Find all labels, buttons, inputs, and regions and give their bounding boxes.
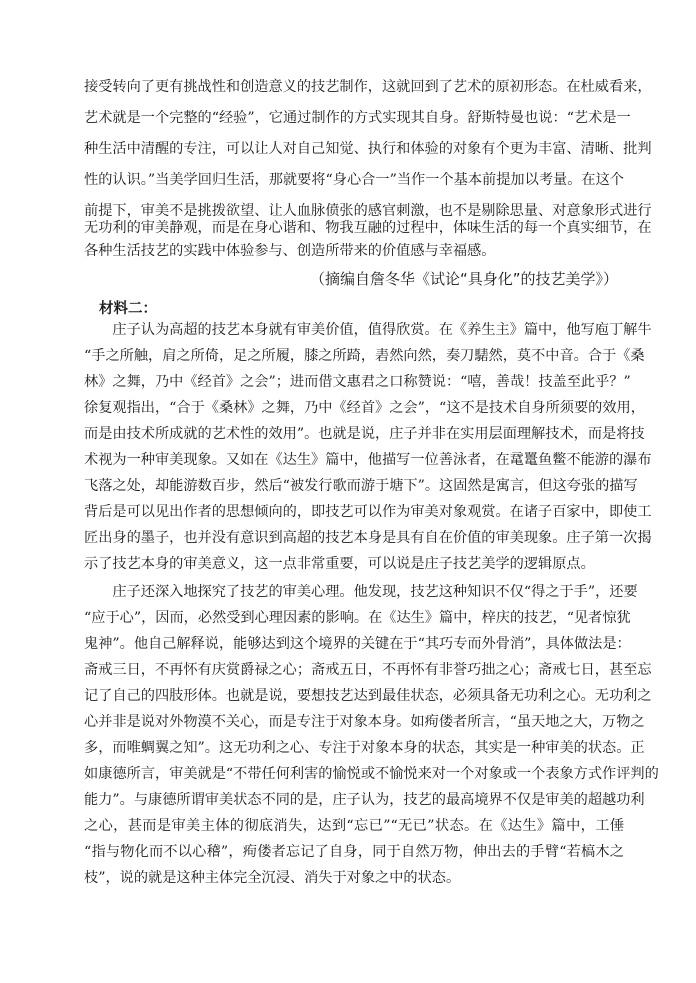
text-line: 如康德所言，审美就是“不带任何利害的愉悦或不愉悦来对一个对象或一个表象方式作评判的 [84,766,659,782]
text-line: 记了自己的四肢形体。也就是说，要想技艺达到最佳状态，必须具备无功利之心。无功利之 [84,688,652,704]
text-line: 庄子认为高超的技艺本身就有审美价值，值得欣赏。在《养生主》篇中，他写庖丁解牛 [84,322,652,338]
text-line: 艺术就是一个完整的“经验”，它通过制作的方式实现其自身。舒斯特曼也说：“艺术是一 [84,110,631,126]
source-citation: （摘编自詹冬华《试论“具身化”的技艺美学》） [309,270,618,288]
text-line: 之心，甚而是审美主体的彻底消失，达到“忘已”“无已”状态。在《达生》篇中，工倕 [84,818,624,834]
text-line: 心并非是说对外物漠不关心，而是专注于对象本身。如痀偻者所言，“虽天地之大，万物之 [84,714,645,730]
text-line: 术视为一种审美现象。又如在《达生》篇中，他描写一位善泳者，在鼋鼍鱼鳖不能游的瀑布 [84,452,652,468]
text-line: 各种生活技艺的实践中体验参与、创造所带来的价值感与幸福感。 [84,243,496,259]
text-line: 接受转向了更有挑战性和创造意义的技艺制作，这就回到了艺术的原初形态。在杜威看来， [84,79,652,95]
text-line: 庄子还深入地探究了技艺的审美心理。他发现，技艺这种知识不仅“得之于手”，还要 [84,584,638,600]
text-line: 前提下，审美不是挑拨欲望、让人血脉偾张的感官刺激，也不是剔除思量、对意象形式进行 [84,203,652,219]
text-line: “应于心”，因而，必然受到心理因素的影响。在《达生》篇中，梓庆的技艺，“见者惊犹 [84,610,631,626]
text-line: 能力”。与康德所谓审美状态不同的是，庄子认为，技艺的最高境界不仅是审美的超越功利 [84,792,645,808]
text-line: 斋戒三日，不再怀有庆赏爵禄之心；斋戒五日，不再怀有非誉巧拙之心；斋戒七日，甚至忘 [84,662,652,678]
text-line: 鬼神”。他自己解释说，能够达到这个境界的关键在于“其巧专而外骨消”，具体做法是： [84,636,631,652]
text-line: 林》之舞，乃中《经首》之会”；进而借文惠君之口称赞说：“嘻，善哉！技盖至此乎？” [84,374,631,390]
text-line: 枝”，说的就是这种主体完全沉浸、消失于对象之中的状态。 [84,870,461,886]
text-line: 多，而唯蜩翼之知”。这无功利之心、专注于对象本身的状态，其实是一种审美的状态。正 [84,740,645,756]
text-line: 飞落之处，却能游数百步，然后“被发行歌而游于塘下”。这固然是寓言，但这夸张的描写 [84,478,638,494]
text-line: 而是由技术所成就的艺术性的效用”。也就是说，庄子并非在实用层面理解技术，而是将技 [84,426,645,442]
text-line: “指与物化而不以心稽”，痀偻者忘记了自身，同于自然万物，伸出去的手臂“若槁木之 [84,844,624,860]
text-line: 徐复观指出，“合于《桑林》之舞，乃中《经首》之会”，“这不是技术自身所须要的效用， [84,400,645,416]
text-line: 示了技艺本身的审美意义，这一点非常重要，可以说是庄子技艺美学的逻辑原点。 [84,556,595,572]
section-heading: 材料二： [99,301,157,317]
text-line: 种生活中清醒的专注，可以让人对自己知觉、执行和体验的对象有个更为丰富、清晰、批判 [84,141,652,157]
text-line: 无功利的审美静观，而是在身心谐和、物我互融的过程中，体味生活的每一个真实细节，在 [84,220,652,236]
text-line: 背后是可以见出作者的思想倾向的，即技艺可以作为审美对象观赏。在诸子百家中，即使工 [84,504,652,520]
text-line: 性的认识。”当美学回归生活，那就要将“身心合一”当作一个基本前提加以考量。在这个 [84,172,624,188]
text-line: “手之所触，肩之所倚，足之所履，膝之所踦，砉然向然，奏刀騞然，莫不中音。合于《桑 [84,348,645,364]
text-line: 匠出身的墨子，也并没有意识到高超的技艺本身是具有自在价值的审美现象。庄子第一次揭 [84,530,652,546]
